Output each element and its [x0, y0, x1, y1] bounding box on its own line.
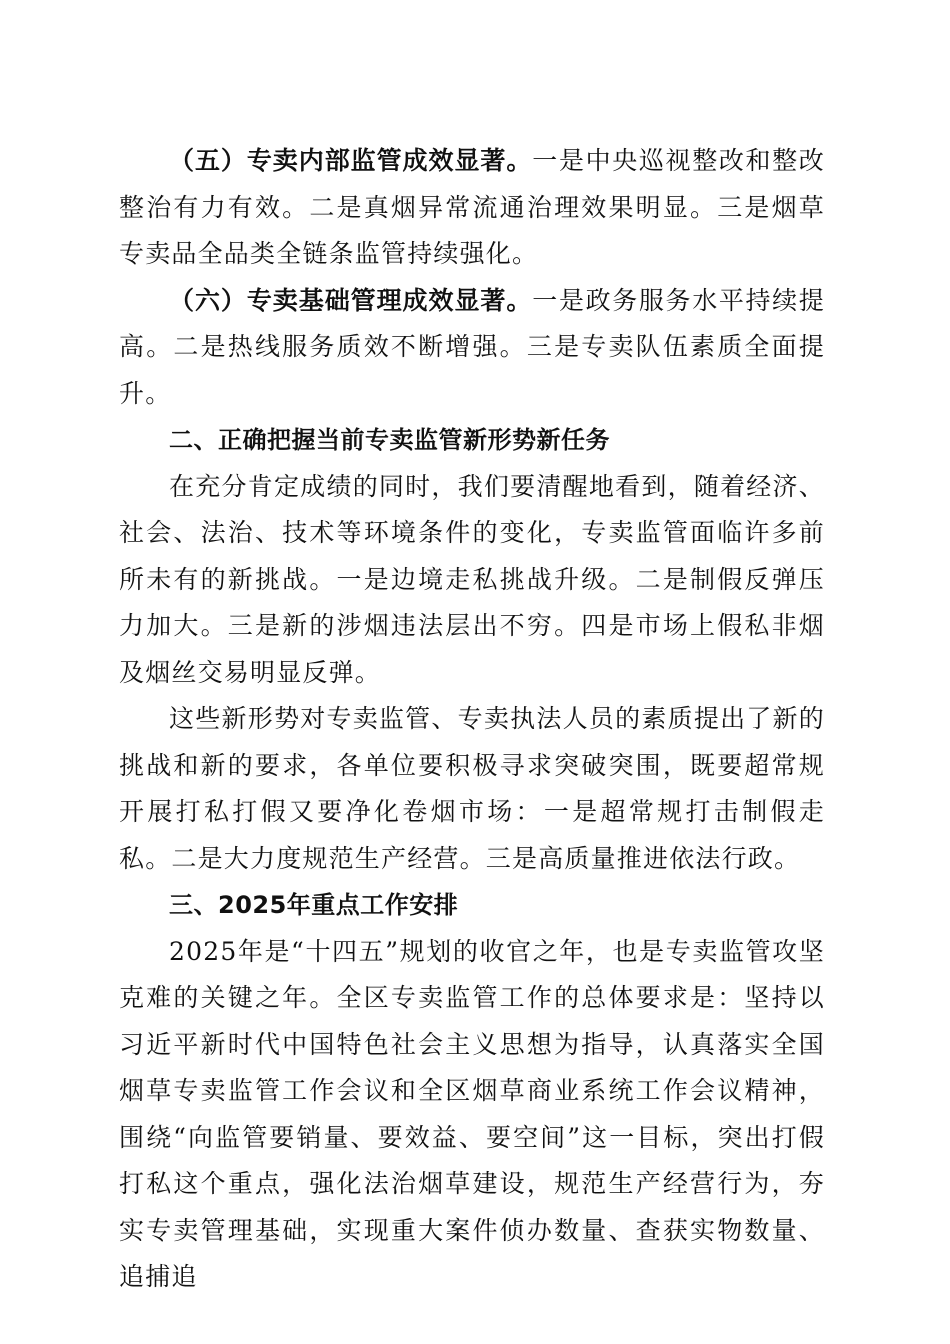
- section-5-body: 一是中央巡视整改和整改整治有力有效。二是真烟异常流通治理效果明显。三是烟草专卖品全品类全链条监管持续强化。: [119, 146, 825, 268]
- section-5-heading: （五）专卖内部监管成效显著。: [169, 146, 533, 175]
- document-page: [119, 138, 825, 1301]
- part-2-heading: 二、正确把握当前专卖监管新形势新任务: [169, 426, 610, 454]
- part-3-heading: 三、2025年重点工作安排: [169, 891, 459, 919]
- paragraph-section-6: [119, 278, 825, 418]
- part-3-paragraph-1: 2025年是“十四五”规划的收官之年，也是专卖监管攻坚克难的关键之年。全区专卖监管工作的总体要求是：坚持以习近平新时代中国特色社会主义思想为指导，认真落实全国烟草专卖监管工作会议和全区烟草商业系统工作会议精神，围绕“向监管要销量、要效益、要空间”这一目标，突出打假打私这个重点，强化法治烟草建设，规范生产经营行为，夯实专卖管理基础，实现重大案件侦办数量、查获实物数量、追捕追: [119, 936, 825, 1291]
- part-2-paragraph-1: 在充分肯定成绩的同时，我们要清醒地看到，随着经济、社会、法治、技术等环境条件的变化，专卖监管面临许多前所未有的新挑战。一是边境走私挑战升级。二是制假反弹压力加大。三是新的涉烟违法层出不穷。四是市场上假私非烟及烟丝交易明显反弹。: [119, 471, 825, 687]
- paragraph-section-5: [119, 138, 825, 278]
- section-6-heading: （六）专卖基础管理成效显著。: [169, 285, 533, 315]
- section-6-body: 一是政务服务水平持续提高。二是热线服务质效不断增强。三是专卖队伍素质全面提升。: [119, 285, 825, 408]
- part-2-paragraph-2: 这些新形势对专卖监管、专卖执法人员的素质提出了新的挑战和新的要求，各单位要积极寻求突破突围，既要超常规开展打私打假又要净化卷烟市场：一是超常规打击制假走私。二是大力度规范生产经营。三是高质量推进依法行政。: [119, 704, 825, 873]
